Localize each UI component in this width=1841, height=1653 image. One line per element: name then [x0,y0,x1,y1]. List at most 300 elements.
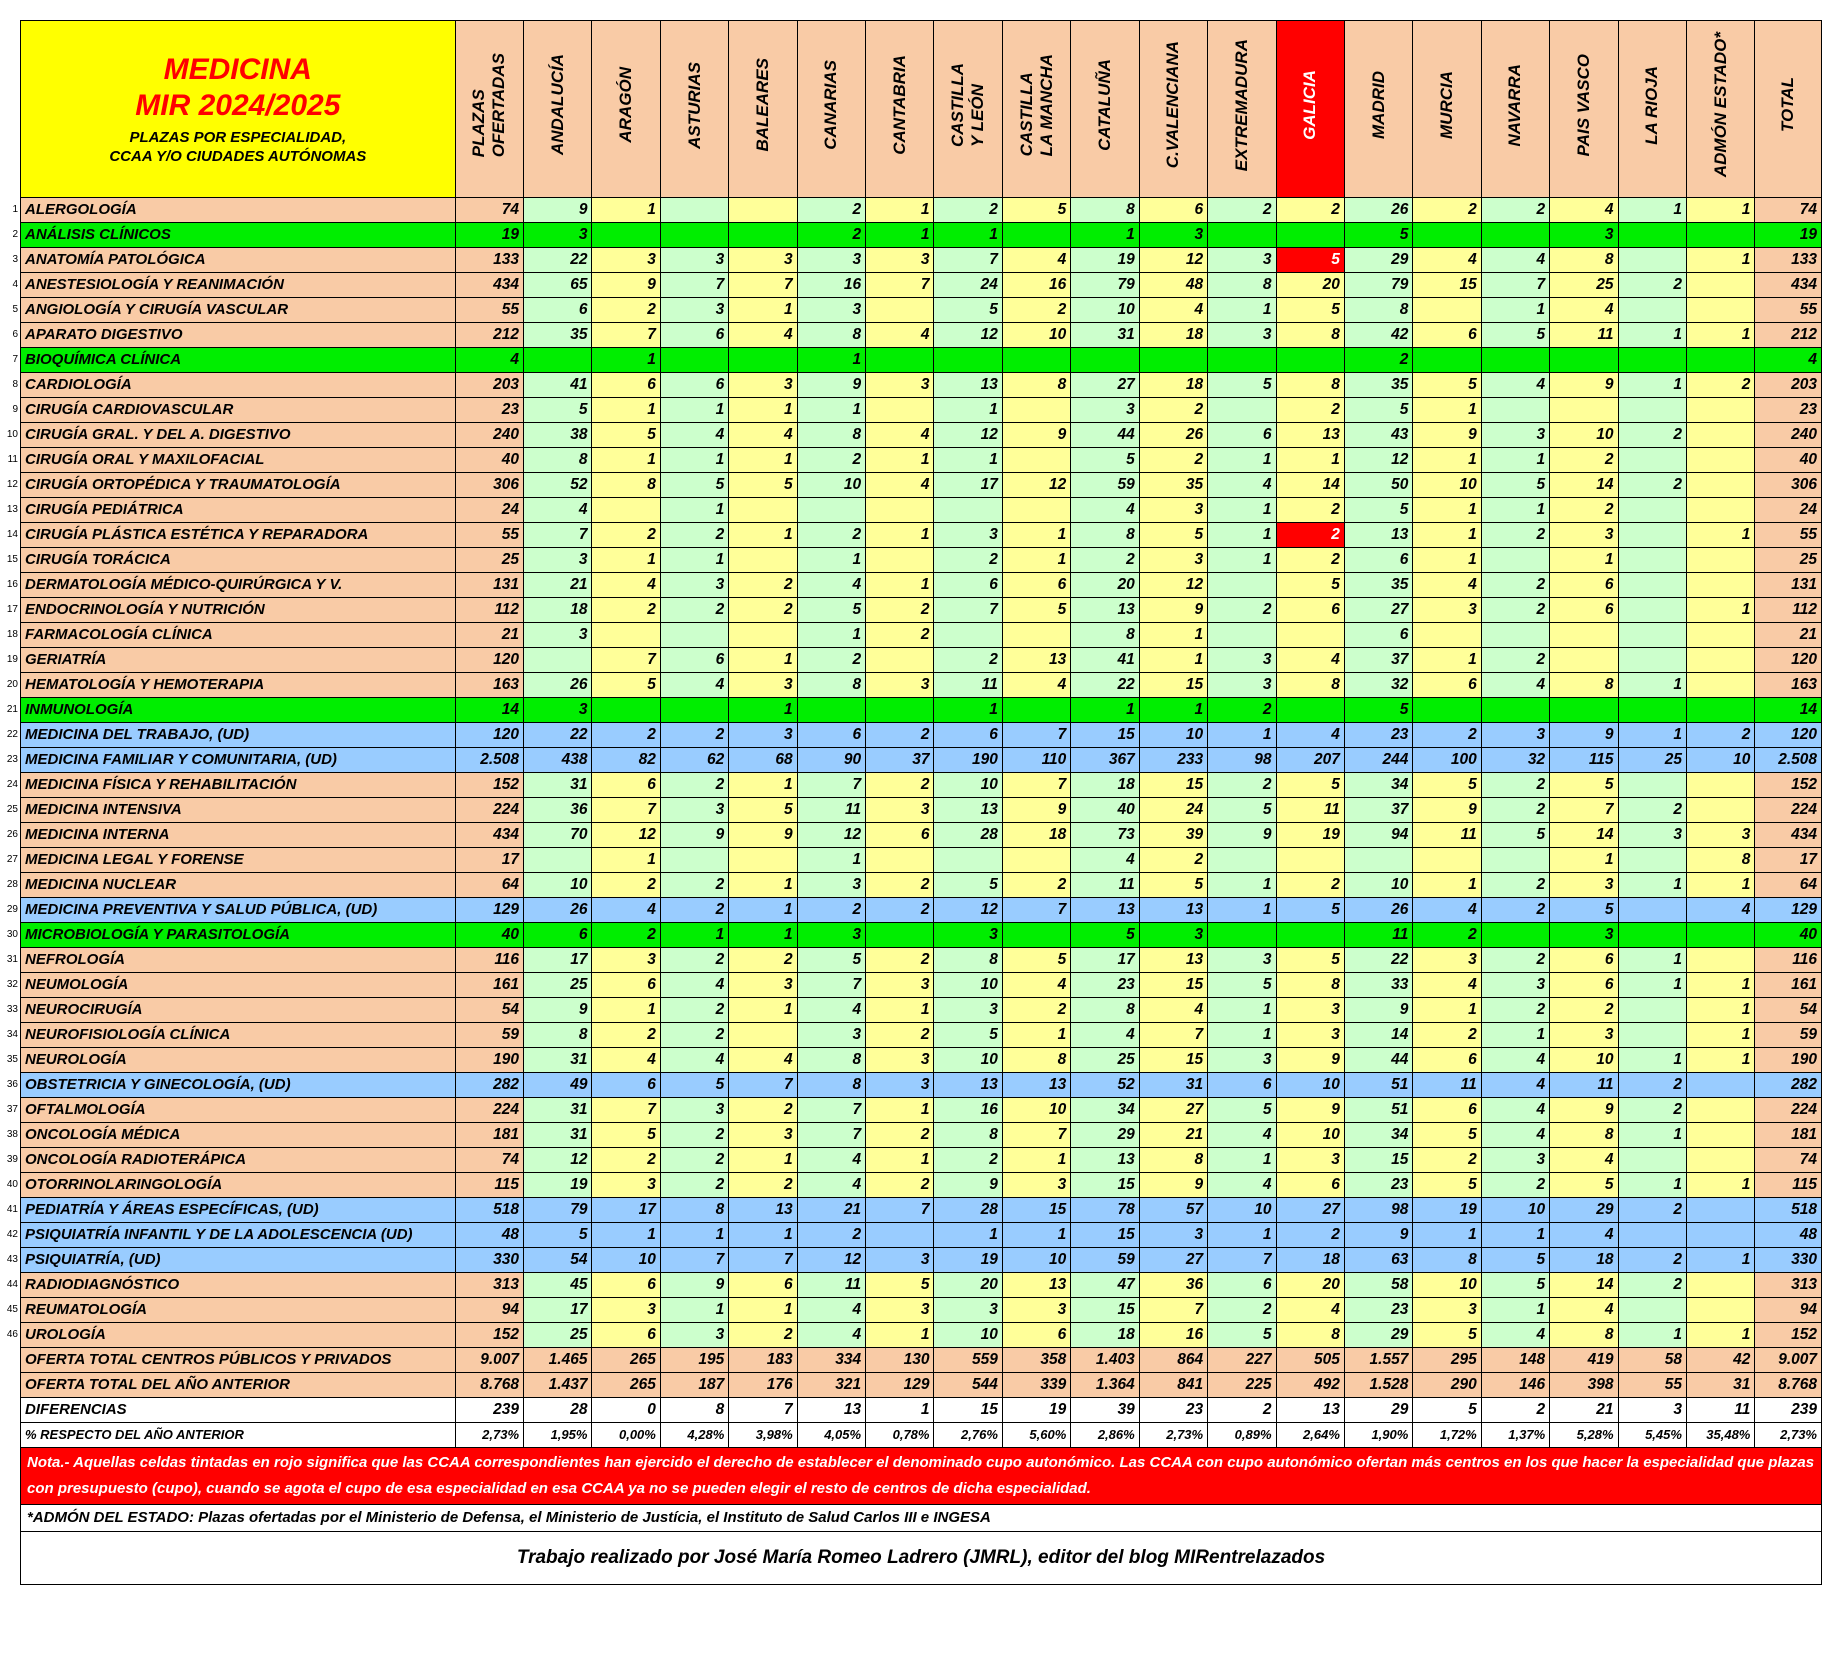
value-cell: 48 [1139,273,1207,298]
value-cell [1618,398,1686,423]
value-cell: 1 [660,923,728,948]
specialty-name: MICROBIOLOGÍA Y PARASITOLOGÍA [21,923,456,948]
value-cell: 9 [1344,1223,1412,1248]
value-cell: 25 [524,973,592,998]
row-number: 45 [6,1303,18,1315]
value-cell [1618,548,1686,573]
value-cell [1618,1223,1686,1248]
specialty-name: BIOQUÍMICA CLÍNICA [21,348,456,373]
value-cell [1686,473,1754,498]
value-cell: 1 [1139,698,1207,723]
value-cell: 79 [524,1198,592,1223]
value-cell: 1 [1208,448,1276,473]
value-cell [1618,773,1686,798]
specialty-name: CIRUGÍA ORTOPÉDICA Y TRAUMATOLOGÍA [21,473,456,498]
value-cell: 8 [1276,323,1344,348]
value-cell: 2 [1550,448,1618,473]
value-cell: 5 [1413,1123,1481,1148]
value-cell: 41 [524,373,592,398]
value-cell: 8 [1413,1248,1481,1273]
value-cell: 2 [1686,373,1754,398]
value-cell: 11 [1344,923,1412,948]
value-cell: 203 [1755,373,1822,398]
total-value: 9.007 [455,1348,523,1373]
row-number: 27 [6,853,18,865]
value-cell: 31 [524,1098,592,1123]
difference-row-value: 0 [592,1398,660,1423]
value-cell: 8 [1276,973,1344,998]
specialty-name: APARATO DIGESTIVO [21,323,456,348]
value-cell: 3 [1208,673,1276,698]
value-cell: 1 [729,898,797,923]
value-cell: 3 [592,1298,660,1323]
value-cell: 9 [1276,1048,1344,1073]
row-number: 42 [6,1228,18,1240]
value-cell: 1 [866,448,934,473]
value-cell: 2 [1208,698,1276,723]
value-cell: 4 [1481,1073,1549,1098]
value-cell: 4 [1276,1298,1344,1323]
column-header-label: EXTREMADURA [1231,38,1251,172]
value-cell: 2 [1481,773,1549,798]
value-cell: 3 [524,623,592,648]
value-cell [934,498,1002,523]
value-cell: 79 [1071,273,1139,298]
value-cell: 34 [1344,1123,1412,1148]
value-cell: 7 [797,1098,865,1123]
value-cell: 2 [592,923,660,948]
value-cell: 1 [729,448,797,473]
value-cell [1344,848,1412,873]
value-cell: 2 [1618,1198,1686,1223]
row-number: 33 [6,1003,18,1015]
value-cell: 1 [1686,1248,1754,1273]
value-cell: 12 [1139,573,1207,598]
value-cell: 1 [729,873,797,898]
value-cell: 2 [1139,448,1207,473]
difference-row-value: 2 [1481,1398,1549,1423]
value-cell: 1 [1208,898,1276,923]
total-value: 130 [866,1348,934,1373]
value-cell: 10 [1002,323,1070,348]
value-cell: 1 [1481,448,1549,473]
value-cell: 5 [1481,473,1549,498]
table-row [21,823,1822,848]
total-value: 55 [1618,1373,1686,1398]
value-cell: 2 [660,598,728,623]
row-number: 38 [6,1128,18,1140]
value-cell [1686,298,1754,323]
value-cell: 7 [797,973,865,998]
value-cell: 74 [455,1148,523,1173]
value-cell: 94 [1755,1298,1822,1323]
value-cell: 6 [729,1273,797,1298]
specialty-name: MEDICINA DEL TRABAJO, (UD) [21,723,456,748]
value-cell: 2 [1618,1248,1686,1273]
value-cell: 115 [455,1173,523,1198]
total-value: 227 [1208,1348,1276,1373]
value-cell: 5 [592,1123,660,1148]
value-cell: 282 [455,1073,523,1098]
value-cell: 40 [1071,798,1139,823]
value-cell: 203 [455,373,523,398]
value-cell: 1 [1481,1023,1549,1048]
value-cell [1686,798,1754,823]
value-cell: 3 [1208,648,1276,673]
value-cell: 63 [1344,1248,1412,1273]
percent-row-value: 2,86% [1071,1423,1139,1448]
value-cell: 5 [1139,523,1207,548]
value-cell: 12 [934,898,1002,923]
value-cell: 90 [797,748,865,773]
value-cell: 20 [1276,1273,1344,1298]
row-number: 18 [6,628,18,640]
value-cell [934,623,1002,648]
row-number: 35 [6,1053,18,1065]
value-cell: 233 [1139,748,1207,773]
value-cell: 1 [1686,1173,1754,1198]
value-cell [866,348,934,373]
value-cell: 31 [524,1123,592,1148]
value-cell: 5 [1208,373,1276,398]
value-cell: 7 [729,273,797,298]
value-cell: 1 [729,773,797,798]
value-cell: 2 [1413,723,1481,748]
value-cell: 10 [934,973,1002,998]
value-cell: 7 [592,648,660,673]
value-cell: 15 [1139,773,1207,798]
value-cell [934,348,1002,373]
value-cell: 8 [1071,198,1139,223]
specialty-name: RADIODIAGNÓSTICO [21,1273,456,1298]
table-row [21,923,1822,948]
value-cell: 6 [1344,623,1412,648]
value-cell: 1 [934,398,1002,423]
value-cell [1686,273,1754,298]
value-cell: 4 [866,423,934,448]
value-cell: 19 [524,1173,592,1198]
value-cell: 10 [934,1323,1002,1348]
value-cell: 1 [866,998,934,1023]
value-cell [1002,398,1070,423]
value-cell: 17 [592,1198,660,1223]
value-cell: 3 [1481,723,1549,748]
table-row [21,723,1822,748]
value-cell: 98 [1208,748,1276,773]
value-cell: 44 [1071,423,1139,448]
column-header [1618,21,1686,198]
value-cell: 1 [1686,1023,1754,1048]
value-cell: 9 [1550,1098,1618,1123]
value-cell: 5 [1550,898,1618,923]
value-cell [934,848,1002,873]
value-cell [1618,648,1686,673]
value-cell [1413,848,1481,873]
value-cell: 1 [1002,1223,1070,1248]
value-cell [866,398,934,423]
table-row [21,948,1822,973]
value-cell [1002,448,1070,473]
total-label: OFERTA TOTAL CENTROS PÚBLICOS Y PRIVADOS [21,1348,456,1373]
value-cell: 1 [729,398,797,423]
value-cell: 367 [1071,748,1139,773]
value-cell: 6 [1208,1273,1276,1298]
value-cell: 4 [1139,998,1207,1023]
value-cell: 120 [455,648,523,673]
value-cell: 44 [1344,1048,1412,1073]
value-cell: 2 [1139,398,1207,423]
value-cell: 11 [1550,1073,1618,1098]
specialty-name: MEDICINA INTENSIVA [21,798,456,823]
value-cell: 8 [1550,1323,1618,1348]
value-cell: 3 [660,248,728,273]
value-cell: 14 [1550,473,1618,498]
value-cell: 1 [592,448,660,473]
value-cell [1208,623,1276,648]
value-cell: 2 [797,223,865,248]
row-number: 43 [6,1253,18,1265]
specialty-name: MEDICINA LEGAL Y FORENSE [21,848,456,873]
value-cell: 16 [797,273,865,298]
percent-row-value: 2,73% [1139,1423,1207,1448]
value-cell: 5 [934,1023,1002,1048]
value-cell: 5 [1276,948,1344,973]
value-cell: 6 [1208,1073,1276,1098]
value-cell: 79 [1344,273,1412,298]
column-header-label: PAIS VASCO [1573,53,1593,157]
value-cell: 4 [1755,348,1822,373]
value-cell: 15 [1071,723,1139,748]
value-cell: 313 [455,1273,523,1298]
value-cell [1002,348,1070,373]
table-row [21,573,1822,598]
value-cell: 7 [592,323,660,348]
value-cell: 4 [455,348,523,373]
column-header-label: ANDALUCÍA [547,54,567,156]
note-text-row [21,1448,1822,1505]
value-cell: 9 [1002,423,1070,448]
value-cell: 129 [1755,898,1822,923]
value-cell: 4 [1413,973,1481,998]
difference-row-value: 19 [1002,1398,1070,1423]
value-cell: 3 [524,698,592,723]
percent-row-value: 5,60% [1002,1423,1070,1448]
value-cell: 1 [729,1148,797,1173]
value-cell: 1 [1208,523,1276,548]
value-cell: 10 [1002,1248,1070,1273]
value-cell: 25 [455,548,523,573]
value-cell: 2 [866,1173,934,1198]
value-cell: 3 [524,548,592,573]
value-cell: 2 [934,1148,1002,1173]
percent-row-value: 2,73% [455,1423,523,1448]
value-cell [1413,698,1481,723]
percent-row-value: 1,95% [524,1423,592,1448]
value-cell: 5 [1344,398,1412,423]
value-cell: 2 [1618,273,1686,298]
value-cell: 2 [1550,498,1618,523]
value-cell: 7 [934,248,1002,273]
value-cell: 2 [592,1148,660,1173]
table-row [21,473,1822,498]
value-cell: 10 [1413,473,1481,498]
value-cell: 3 [1208,248,1276,273]
credit-text-row [21,1532,1822,1585]
table-row [21,1048,1822,1073]
column-header-label: ASTURIAS [684,61,704,149]
value-cell: 55 [1755,298,1822,323]
difference-row-value: 1 [866,1398,934,1423]
value-cell [1618,1148,1686,1173]
column-header [592,21,660,198]
value-cell: 3 [1071,398,1139,423]
value-cell: 2 [797,448,865,473]
value-cell: 1 [797,623,865,648]
value-cell [1276,848,1344,873]
value-cell [1686,623,1754,648]
title-cell [21,21,456,198]
value-cell [866,298,934,323]
value-cell: 1 [1686,198,1754,223]
value-cell: 131 [455,573,523,598]
value-cell: 2 [866,948,934,973]
value-cell: 2 [1344,348,1412,373]
value-cell [1618,298,1686,323]
value-cell: 152 [455,773,523,798]
value-cell: 16 [1002,273,1070,298]
total-value: 265 [592,1348,660,1373]
value-cell: 26 [1344,898,1412,923]
value-cell: 1 [1413,998,1481,1023]
value-cell [1686,1123,1754,1148]
value-cell: 438 [524,748,592,773]
value-cell: 1 [1413,548,1481,573]
difference-row [21,1398,1822,1423]
value-cell [660,623,728,648]
total-value: 187 [660,1373,728,1398]
value-cell: 3 [592,948,660,973]
table-row [21,498,1822,523]
value-cell: 2 [1139,848,1207,873]
value-cell: 181 [455,1123,523,1148]
value-cell: 3 [866,1073,934,1098]
value-cell: 8 [797,323,865,348]
value-cell [1139,348,1207,373]
value-cell: 51 [1344,1098,1412,1123]
value-cell: 14 [1550,1273,1618,1298]
value-cell: 5 [1002,948,1070,973]
value-cell: 2 [934,198,1002,223]
table-row [21,1298,1822,1323]
value-cell: 9 [1208,823,1276,848]
value-cell [660,348,728,373]
column-header [1071,21,1139,198]
value-cell: 152 [455,1323,523,1348]
value-cell: 10 [524,873,592,898]
value-cell: 8 [1139,1148,1207,1173]
value-cell: 3 [1550,523,1618,548]
row-number: 30 [6,928,18,940]
column-header [524,21,592,198]
value-cell: 1 [660,548,728,573]
row-number: 46 [6,1328,18,1340]
value-cell: 20 [1276,273,1344,298]
value-cell: 4 [1002,673,1070,698]
value-cell: 3 [1481,1148,1549,1173]
difference-row-value: 23 [1139,1398,1207,1423]
value-cell: 35 [1344,573,1412,598]
value-cell: 1 [1618,1323,1686,1348]
specialty-name: DERMATOLOGÍA MÉDICO-QUIRÚRGICA Y V. [21,573,456,598]
table-row [21,1273,1822,1298]
value-cell: 4 [592,898,660,923]
value-cell: 2 [1071,548,1139,573]
value-cell [1686,223,1754,248]
value-cell: 54 [1755,998,1822,1023]
specialty-name: NEUROFISIOLOGÍA CLÍNICA [21,1023,456,1048]
value-cell: 6 [524,923,592,948]
value-cell [1481,548,1549,573]
value-cell: 5 [1413,1173,1481,1198]
value-cell: 74 [455,198,523,223]
value-cell: 9 [524,198,592,223]
value-cell: 3 [797,298,865,323]
table-row [21,1148,1822,1173]
main-title-line: MEDICINA [163,53,312,86]
value-cell: 48 [1755,1223,1822,1248]
value-cell: 22 [524,248,592,273]
value-cell: 17 [1755,848,1822,873]
value-cell: 1 [797,348,865,373]
value-cell: 55 [455,298,523,323]
total-value: 1.403 [1071,1348,1139,1373]
table-row [21,648,1822,673]
value-cell: 1 [1618,1123,1686,1148]
value-cell: 7 [934,598,1002,623]
total-value: 176 [729,1373,797,1398]
value-cell: 1 [1618,948,1686,973]
value-cell: 15 [1071,1298,1139,1323]
value-cell: 13 [1139,948,1207,973]
value-cell [592,223,660,248]
value-cell: 3 [797,248,865,273]
value-cell: 5 [1208,1323,1276,1348]
value-cell: 1 [934,1223,1002,1248]
value-cell: 24 [1139,798,1207,823]
value-cell: 7 [1002,723,1070,748]
total-value: 419 [1550,1348,1618,1373]
value-cell: 10 [1550,1048,1618,1073]
value-cell: 3 [866,373,934,398]
specialty-name: ANGIOLOGÍA Y CIRUGÍA VASCULAR [21,298,456,323]
value-cell [729,848,797,873]
value-cell: 1 [1208,1023,1276,1048]
value-cell: 7 [660,273,728,298]
value-cell: 8 [934,1123,1002,1148]
value-cell [1618,498,1686,523]
value-cell: 11 [1276,798,1344,823]
value-cell: 131 [1755,573,1822,598]
specialty-name: MEDICINA NUCLEAR [21,873,456,898]
value-cell [1686,948,1754,973]
value-cell: 7 [1002,1123,1070,1148]
value-cell: 8 [1071,523,1139,548]
value-cell: 2 [1276,523,1344,548]
value-cell: 6 [1344,548,1412,573]
value-cell: 4 [1208,1173,1276,1198]
total-value: 31 [1686,1373,1754,1398]
value-cell: 518 [455,1198,523,1223]
